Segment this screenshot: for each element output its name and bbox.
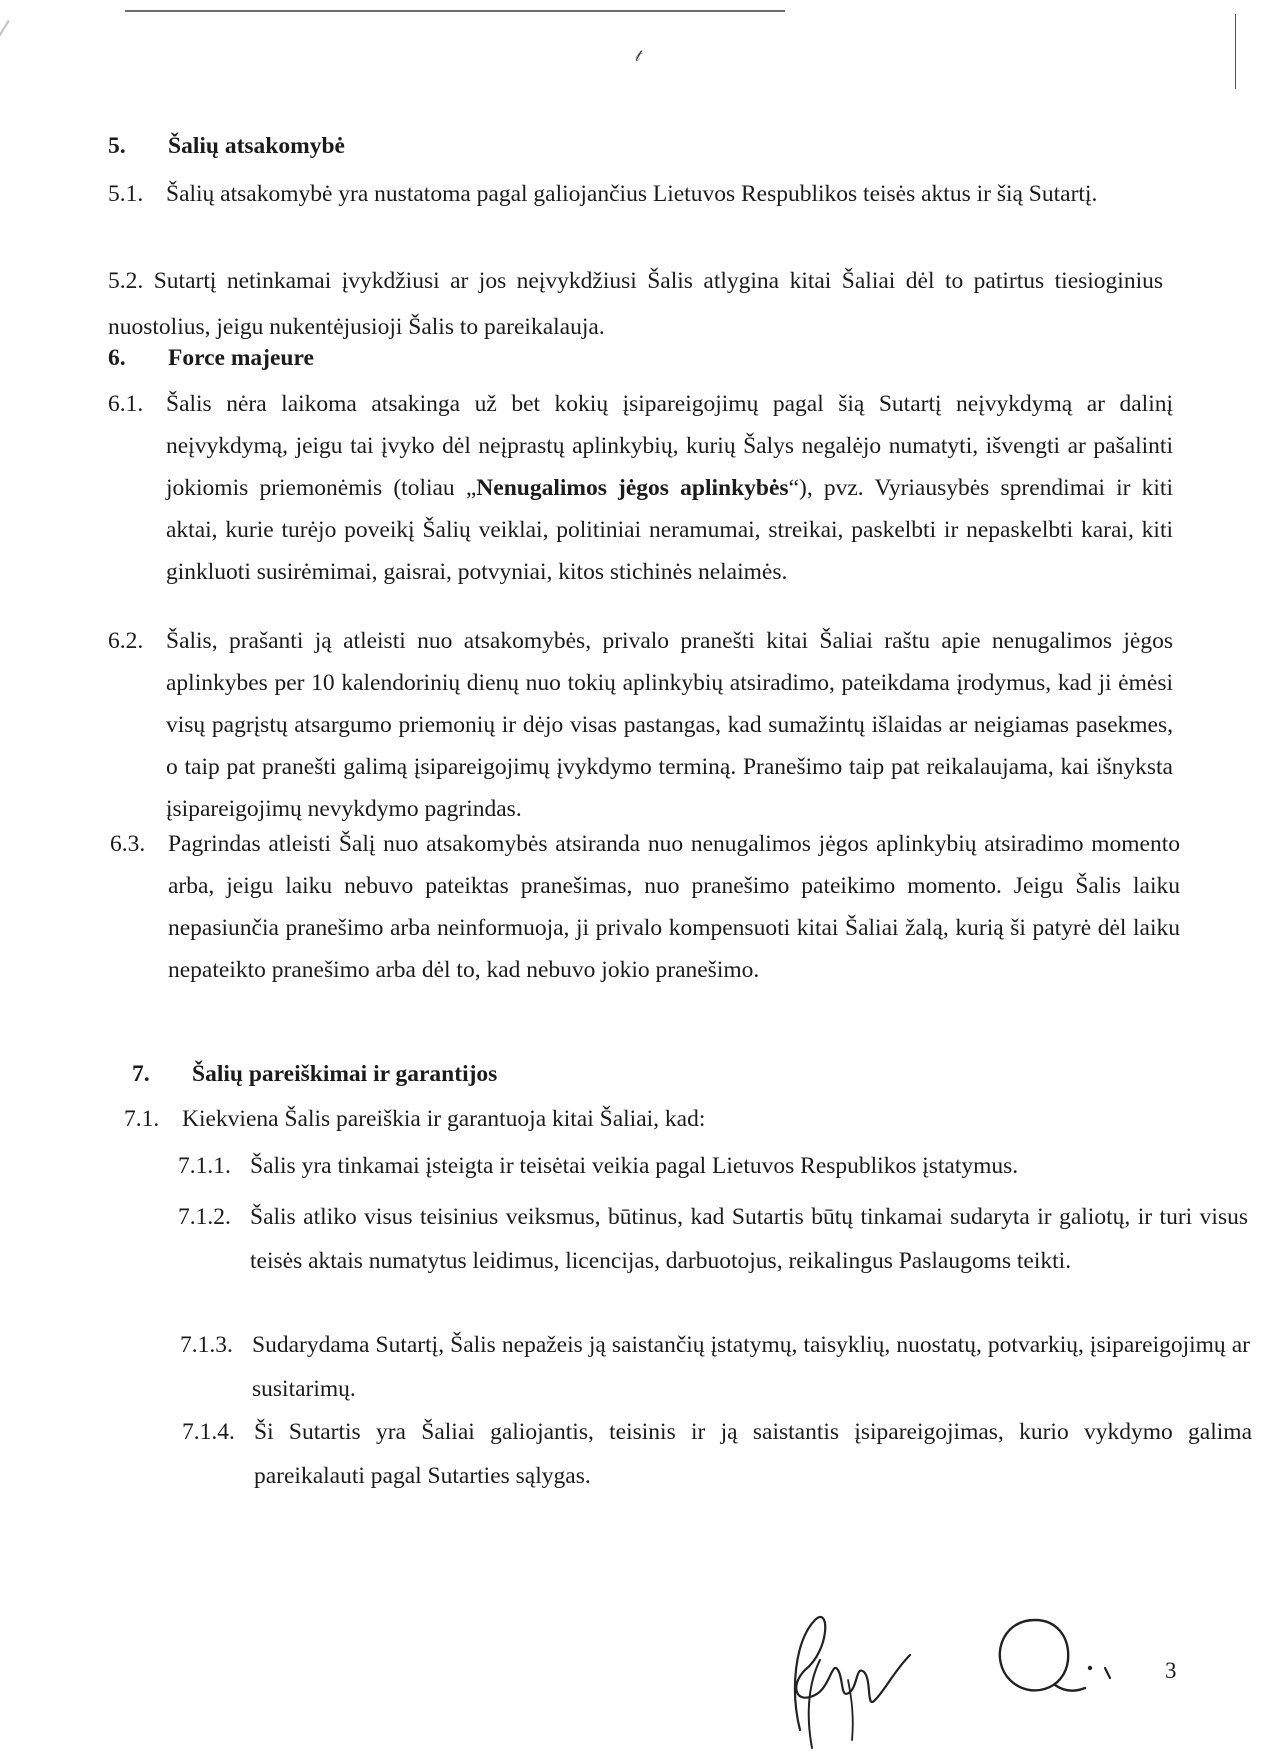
section-number: 6. <box>108 345 126 371</box>
clause-number: 6.2. <box>108 628 144 654</box>
clause-5-1 <box>108 168 1163 220</box>
clause-6-1 <box>108 383 1173 593</box>
section-number: 7. <box>132 1061 150 1087</box>
section-number: 5. <box>108 133 126 159</box>
scan-fold-line <box>0 20 10 208</box>
clause-text: Ši Sutartis yra Šaliai galiojantis, teisinis ir ją saistantis įsipareigojimas, kurio vykdymo galima pareikalauti pagal Sutarties sąlygas. <box>254 1419 1252 1489</box>
section-7-heading <box>132 1056 497 1093</box>
clause-number: 6.3. <box>110 831 146 857</box>
clause-6-3 <box>110 823 1180 991</box>
section-title: Šalių atsakomybė <box>168 133 345 159</box>
defined-term: Nenugalimos jėgos aplinkybės <box>476 475 789 501</box>
clause-text: Kiekviena Šalis pareiškia ir garantuoja kitai Šaliai, kad: <box>182 1106 706 1132</box>
clause-text: Sutartį netinkamai įvykdžiusi ar jos neįvykdžiusi Šalis atlygina kitai Šaliai dėl to patirtus tiesioginius nuostolius, jeigu nukentėjusioji Šalis to pareikalauja. <box>108 268 1163 340</box>
section-5-heading <box>108 128 345 165</box>
clause-text-part: “), pvz. Vyriausybės sprendimai ir kiti aktai, kurie turėjo poveikį Šalių veiklai, politiniai neramumai, streikai, paskelbti ir nepaskelbti karai, kiti ginkluoti susirėmimai, gaisrai, potvyniai, kitos stichinės nelaimės. <box>166 475 1173 585</box>
clause-7-1-3 <box>180 1323 1250 1411</box>
clause-number: 7.1.2. <box>178 1204 231 1230</box>
clause-number: 7.1.4. <box>182 1419 235 1445</box>
clause-number: 5.1. <box>108 181 144 207</box>
clause-5-2 <box>108 258 1163 350</box>
clause-7-1 <box>124 1101 1184 1138</box>
clause-text: Sudarydama Sutartį, Šalis nepažeis ją saistančių įstatymų, taisyklių, nuostatų, potvarkių, įsipareigojimų ar susitarimų. <box>252 1332 1250 1402</box>
clause-7-1-4 <box>182 1410 1252 1498</box>
clause-number: 5.2. <box>108 268 144 294</box>
clause-number: 7.1. <box>124 1106 160 1132</box>
clause-number: 7.1.3. <box>180 1332 233 1358</box>
clause-text <box>166 383 1173 593</box>
clause-7-1-2 <box>178 1195 1248 1283</box>
clause-number: 7.1.1. <box>178 1153 231 1179</box>
scan-edge-line <box>125 10 785 12</box>
clause-text-part: Šalis nėra laikoma atsakinga už bet kokių įsipareigojimų pagal šią Sutartį neįvykdymą ar dalinį neįvykdymą, jeigu tai įvyko dėl neįprastų aplinkybių, kurių Šalys negalėjo numatyti, išvengti ar pašalinti jokiomis priemonėmis (toliau „ <box>166 391 1173 501</box>
clause-text: Pagrindas atleisti Šalį nuo atsakomybės atsiranda nuo nenugalimos jėgos aplinkybių atsiradimo momento arba, jeigu laiku nebuvo pateiktas pranešimas, nuo pranešimo pateikimo momento. Jeigu Šalis laiku nepasiunčia pranešimo arba neinformuoja, ji privalo kompensuoti kitai Šaliai žalą, kurią ši patyrė dėl laiku nepateikto pranešimo arba dėl to, kad nebuvo jokio pranešimo. <box>168 831 1180 983</box>
signature-initials-1 <box>760 1600 920 1750</box>
clause-6-2 <box>108 620 1173 830</box>
page-number: 3 <box>1165 1658 1177 1683</box>
clause-text: Šalių atsakomybė yra nustatoma pagal galiojančius Lietuvos Respublikos teisės aktus ir šią Sutartį. <box>166 181 1098 207</box>
clause-text: Šalis atliko visus teisinius veiksmus, būtinus, kad Sutartis būtų tinkamai sudaryta ir galiotų, ir turi visus teisės aktais numatytus leidimus, licencijas, darbuotojus, reikalingus Paslaugoms teikti. <box>250 1204 1248 1274</box>
top-mark: 𝓉 <box>635 48 641 65</box>
clause-number: 6.1. <box>108 391 144 417</box>
scan-right-edge <box>1235 14 1236 89</box>
signature-initials-2 <box>980 1600 1120 1710</box>
clause-text: Šalis yra tinkamai įsteigta ir teisėtai veikia pagal Lietuvos Respublikos įstatymus. <box>250 1153 1019 1179</box>
clause-text: Šalis, prašanti ją atleisti nuo atsakomybės, privalo pranešti kitai Šaliai raštu apie nenugalimos jėgos aplinkybes per 10 kalendorinių dienų nuo tokių aplinkybių atsiradimo, pateikdama įrodymus, kad ji ėmėsi visų pagrįstų atsargumo priemonių ir dėjo visas pastangas, kad sumažintų išlaidas ar neigiamas pasekmes, o taip pat pranešti galimą įsipareigojimų įvykdymo terminą. Pranešimo taip pat reikalaujama, kai išnyksta įsipareigojimų nevykdymo pagrindas. <box>166 628 1173 822</box>
clause-7-1-1 <box>178 1148 1248 1185</box>
section-6-heading <box>108 340 314 377</box>
section-title: Force majeure <box>168 345 314 371</box>
section-title: Šalių pareiškimai ir garantijos <box>192 1061 498 1087</box>
